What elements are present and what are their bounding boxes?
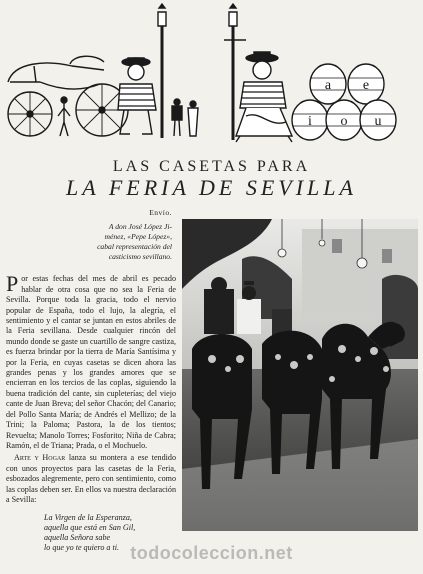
paragraph-2 (6, 453, 176, 505)
rider-figure-left (118, 58, 156, 134)
paragraph-2-text: lanza su montera a ese tendido con unos proyectos para las casetas de la Feria, esbozados alegremente, pero con sentimiento, como las coplas deben ser. En ellos va nuestra declaración a Sevilla: (6, 453, 176, 504)
guitarist-figure (236, 52, 292, 142)
paragraph-1-text: or estas fechas del mes de abril es pecado hablar de otra cosa que no sea la Feria de Sevilla. Porque toda la gracia, todo el nervio popular de España, todo el lujo, la alegría, el sentimiento y el cantar se juntan en estos abriles de la Feria sevillana. Desde cualquier rincón del mundo donde se gaste un cuartillo de sangre castiza, es fuerza brindar por la tierra de María Santísima y por la Feria, en cuyas casetas se dicen ahora las grandes penas y los grandes amores que se encierran en los tercios de las coplas, siguiendo la buena tradición del cante, sin cupleterías; del viejo cante de Juan Breva; del señor Chacón; del Canario; del Pollo Santa María; de Andrés el Mellizo; de la Trini; la Paloma; Pastora, la de los tientos; Revuelta; Manolo Torres; Fosforito; Niña de Cabra; Ramón, el de Triana; Prada, o el Mochuelo. (6, 274, 176, 450)
drop-cap: P (6, 271, 19, 297)
barrel-vowel: o (340, 114, 348, 129)
verse-line: lo que yo te quiero a ti. (44, 543, 120, 553)
barrel-vowel: u (374, 114, 382, 129)
article-title-line2: LA FERIA DE SEVILLA (66, 175, 357, 200)
barrel-vowel: i (308, 114, 312, 129)
verse-line: aquella Señora sabe (44, 533, 111, 543)
article-column (6, 208, 176, 553)
barrel-vowel: e (362, 78, 370, 93)
verse-line: La Virgen de la Esperanza, (44, 513, 132, 523)
paragraph-1 (6, 271, 176, 451)
dedication (36, 222, 172, 262)
carriage-drawing (8, 56, 128, 136)
header-illustration (0, 0, 423, 150)
dedication-line: casticismo sevillano. (108, 252, 172, 262)
fair-photograph (182, 219, 418, 531)
lamp-post-left (158, 4, 166, 138)
dedication-line: A don José López Ji- (108, 222, 172, 232)
barrel-vowel: a (324, 78, 332, 93)
dedication-line: ménez, «Pepe López», (104, 232, 172, 242)
watermark: todocoleccion.net (130, 543, 293, 563)
envio-label: Envío. (149, 208, 172, 217)
article-title-line1: LAS CASETAS PARA (112, 158, 311, 175)
verse-line: aquella que está en San Gil, (44, 523, 136, 533)
dedication-line: cabal representación del (97, 242, 172, 252)
magazine-name: Arte y Hogar (14, 453, 66, 463)
